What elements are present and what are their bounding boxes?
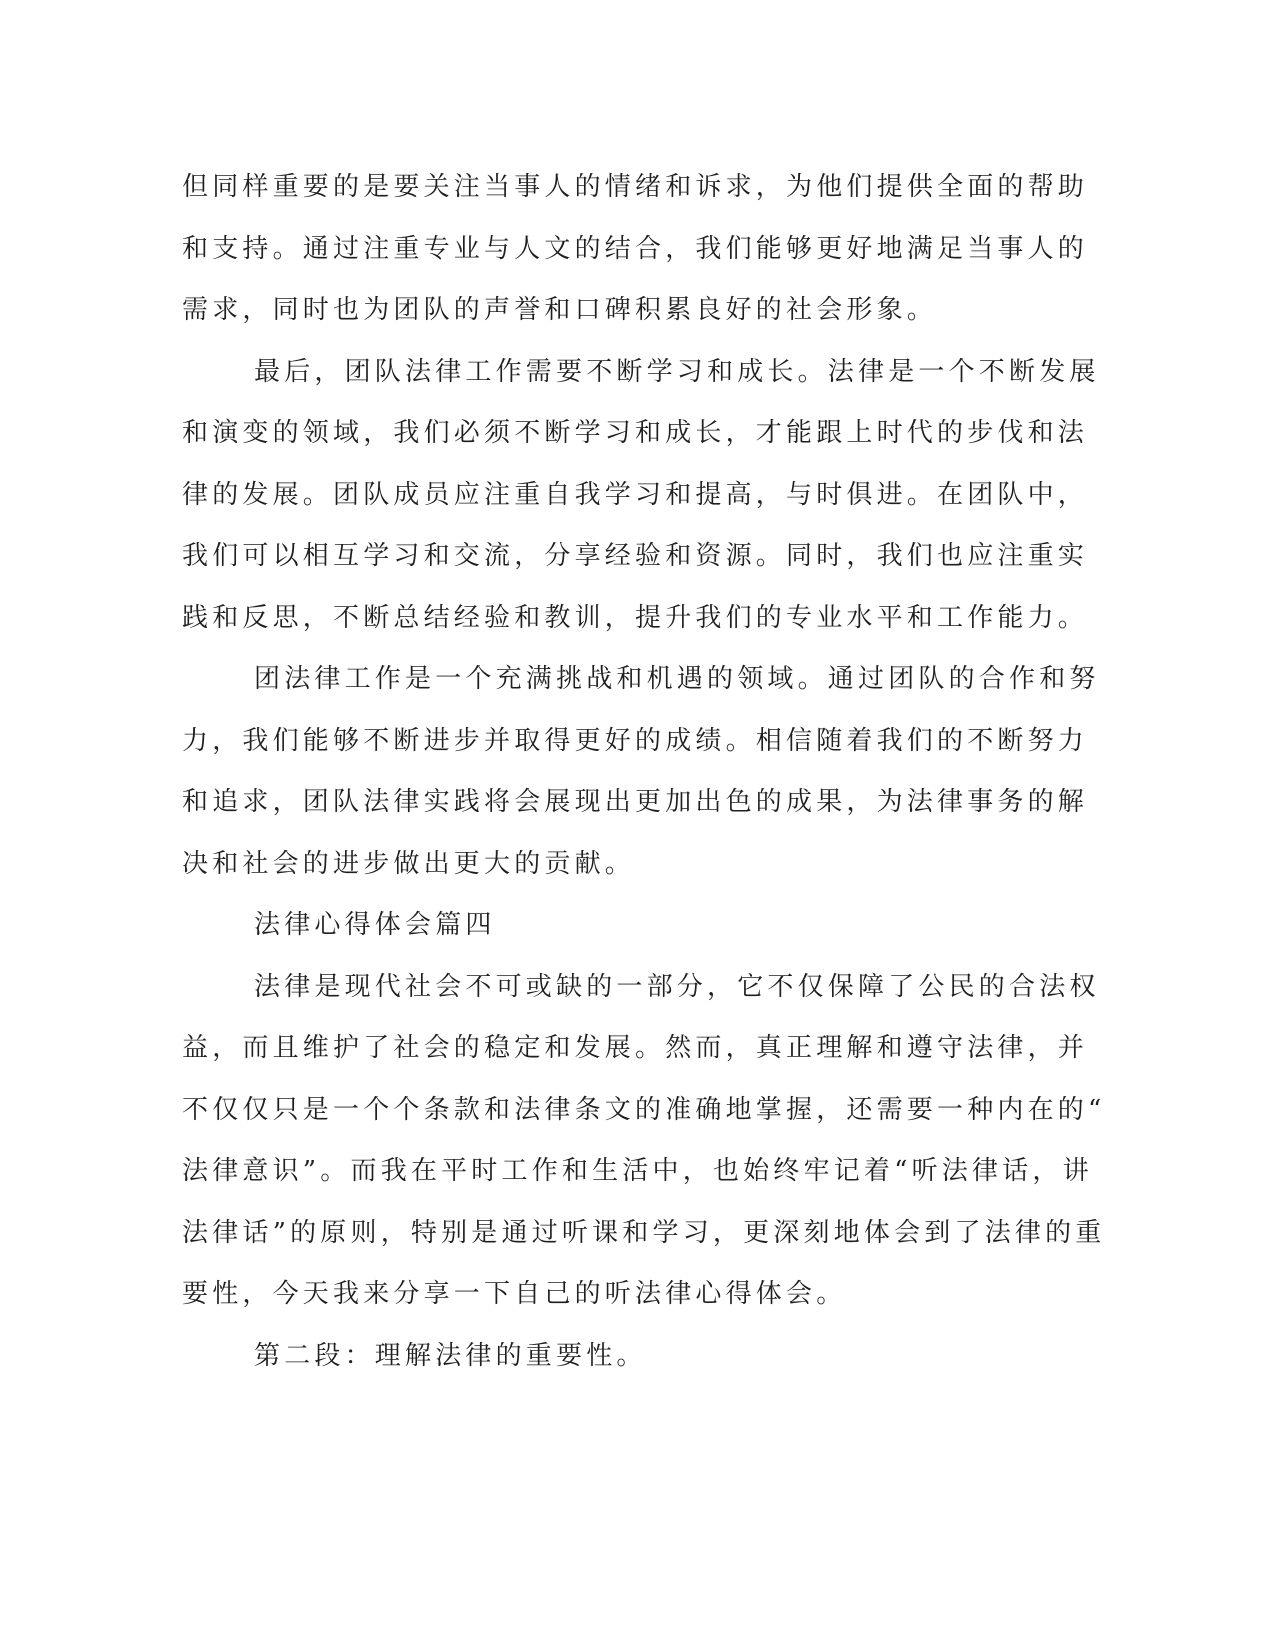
text-line: 法律是现代社会不可或缺的一部分，它不仅保障了公民的合法权	[254, 971, 1100, 1002]
text-line: 践和反思，不断总结经验和教训，提升我们的专业水平和工作能力。	[182, 602, 1089, 633]
text-line: 决和社会的进步做出更大的贡献。	[182, 848, 636, 879]
text-line: 法律话”的原则，特别是通过听课和学习，更深刻地体会到了法律的重	[182, 1217, 1106, 1248]
paragraph-conclusion	[182, 649, 1100, 895]
text-line: 要性，今天我来分享一下自己的听法律心得体会。	[182, 1279, 847, 1309]
text-line: 不仅仅只是一个个条款和法律条文的准确地掌握，还需要一种内在的“	[182, 1094, 1106, 1125]
text-line: 但同样重要的是要关注当事人的情绪和诉求，为他们提供全面的帮助	[182, 172, 1089, 202]
text-line: 团法律工作是一个充满挑战和机遇的领域。通过团队的合作和努	[254, 664, 1100, 694]
text-line: 力，我们能够不断进步并取得更好的成绩。相信随着我们的不断努力	[182, 725, 1089, 756]
paragraph-intro	[182, 957, 1106, 1326]
text-line: 益，而且维护了社会的稳定和发展。然而，真正理解和遵守法律，并	[182, 1033, 1089, 1063]
text-line: 和演变的领域，我们必须不断学习和成长，才能跟上时代的步伐和法	[182, 418, 1089, 448]
text-line: 和追求，团队法律实践将会展现出更加出色的成果，为法律事务的解	[182, 787, 1089, 817]
section-heading	[182, 895, 1042, 957]
paragraph-continuous-learning	[182, 342, 1100, 650]
paragraph-second-section	[182, 1326, 1042, 1388]
paragraph-continuation	[182, 157, 1089, 342]
section-title: 法律心得体会篇四	[254, 910, 496, 940]
text-line: 最后，团队法律工作需要不断学习和成长。法律是一个不断发展	[254, 356, 1100, 387]
text-line: 法律意识”。而我在平时工作和生活中，也始终牢记着“听法律话，讲	[182, 1156, 1093, 1186]
text-line: 第二段：理解法律的重要性。	[254, 1340, 647, 1371]
text-line: 律的发展。团队成员应注重自我学习和提高，与时俱进。在团队中，	[182, 479, 1089, 510]
text-line: 我们可以相互学习和交流，分享经验和资源。同时，我们也应注重实	[182, 541, 1089, 571]
document-body	[182, 157, 1106, 1387]
text-line: 需求，同时也为团队的声誉和口碑积累良好的社会形象。	[182, 295, 938, 325]
text-line: 和支持。通过注重专业与人文的结合，我们能够更好地满足当事人的	[182, 233, 1089, 264]
